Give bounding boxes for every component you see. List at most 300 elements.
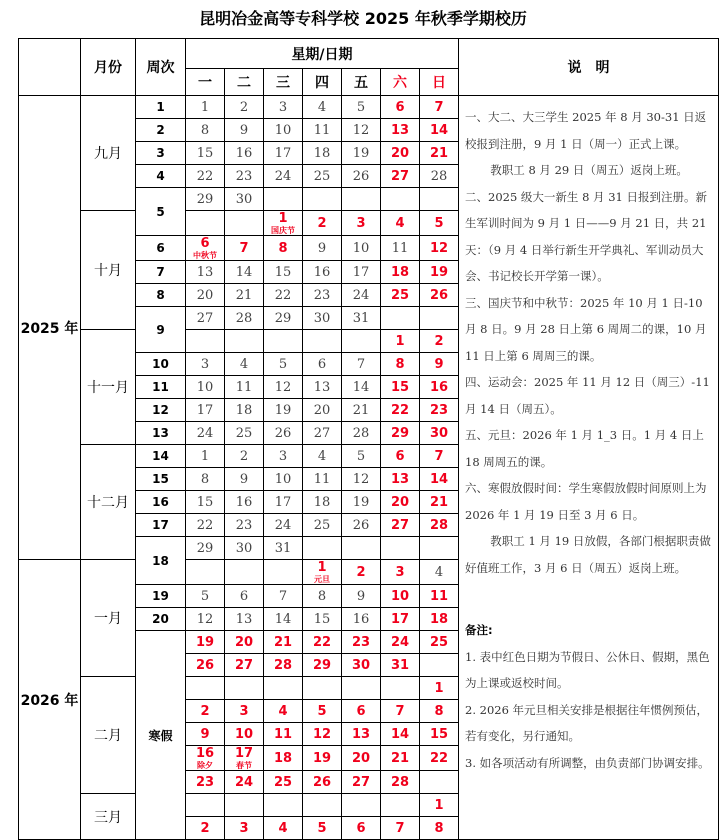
day-number: 6: [395, 99, 405, 115]
remarks-title: 备注:: [465, 623, 493, 637]
day-cell: [303, 119, 342, 142]
day-cell: [420, 723, 459, 746]
notes-paragraph: 三、国庆节和中秋节：2025 年 10 月 1 日-10 月 8 日。9 月 28 日上第 6 周周二的课，10 月 11 日上第 6 周周三的课。: [465, 295, 707, 363]
day-cell: [381, 794, 420, 817]
day-number: 10: [352, 240, 370, 256]
day-cell: [225, 723, 264, 746]
day-cell: [225, 468, 264, 491]
day-cell: [264, 514, 303, 537]
day-cell: [264, 677, 303, 700]
holiday-label: 中秋节: [193, 251, 217, 260]
day-number: 1: [317, 560, 327, 575]
day-number: 13: [390, 471, 410, 487]
day-number: 16: [313, 264, 331, 280]
week-cell: 5: [136, 188, 186, 236]
day-cell: [303, 677, 342, 700]
day-cell: [186, 491, 225, 514]
day-cell: [303, 700, 342, 723]
day-number: 28: [430, 168, 448, 184]
day-cell: [264, 236, 303, 261]
day-cell: [303, 560, 342, 585]
day-cell: [303, 422, 342, 445]
day-cell: [381, 746, 420, 771]
day-cell: [381, 560, 420, 585]
day-cell: [264, 142, 303, 165]
day-cell: [381, 631, 420, 654]
day-number: 18: [390, 264, 410, 280]
day-number: 9: [200, 726, 210, 742]
day-cell: [186, 537, 225, 560]
day-number: 6: [356, 703, 366, 719]
day-cell: [264, 560, 303, 585]
day-cell: [420, 188, 459, 211]
day-number: 15: [274, 264, 292, 280]
day-number: 10: [196, 379, 214, 395]
day-cell: [381, 817, 420, 840]
day-number: 3: [239, 703, 249, 719]
day-number: 12: [352, 471, 370, 487]
day-number: 3: [278, 99, 288, 115]
day-number: 18: [313, 145, 331, 161]
weekday-sun: 日: [420, 69, 459, 96]
day-cell: [420, 376, 459, 399]
day-number: 18: [235, 402, 253, 418]
day-cell: [420, 677, 459, 700]
day-cell: [420, 794, 459, 817]
day-cell: [225, 376, 264, 399]
day-cell: [186, 723, 225, 746]
day-number: 3: [278, 448, 288, 464]
day-cell: [186, 585, 225, 608]
week-header: 周次: [136, 39, 186, 96]
holiday-label: 春节: [236, 761, 252, 770]
day-number: 6: [317, 356, 327, 372]
day-number: 22: [390, 402, 410, 418]
day-cell: [381, 422, 420, 445]
day-cell: [303, 631, 342, 654]
weekday-fri: 五: [342, 69, 381, 96]
day-cell: [420, 165, 459, 188]
day-cell: [420, 514, 459, 537]
day-cell: [381, 165, 420, 188]
day-number: 19: [352, 145, 370, 161]
day-number: 3: [395, 564, 405, 580]
day-number: 7: [395, 820, 405, 836]
notes-paragraph: 四、运动会：2025 年 11 月 12 日（周三）-11 月 14 日（周五）。: [465, 375, 710, 416]
day-number: 15: [196, 494, 214, 510]
day-cell: [342, 422, 381, 445]
week-cell: 17: [136, 514, 186, 537]
notes-header: 说 明: [459, 39, 719, 96]
day-cell: [225, 399, 264, 422]
day-number: 14: [235, 264, 253, 280]
day-number: 5: [317, 703, 327, 719]
day-number: 1: [434, 797, 444, 813]
day-number: 23: [351, 634, 371, 650]
day-number: 20: [313, 402, 331, 418]
week-cell: 14: [136, 445, 186, 468]
day-number: 1: [395, 333, 405, 349]
day-cell: [381, 654, 420, 677]
day-cell: [342, 188, 381, 211]
day-cell: [381, 700, 420, 723]
day-number: 12: [312, 726, 332, 742]
day-cell: [225, 654, 264, 677]
day-cell: [186, 746, 225, 771]
week-cell: 18: [136, 537, 186, 585]
day-number: 25: [429, 634, 449, 650]
day-number: 12: [196, 611, 214, 627]
day-cell: [225, 422, 264, 445]
week-cell: 13: [136, 422, 186, 445]
day-cell: [264, 165, 303, 188]
day-cell: [303, 537, 342, 560]
day-cell: [264, 353, 303, 376]
day-number: 15: [196, 145, 214, 161]
day-number: 20: [390, 494, 410, 510]
day-cell: [186, 677, 225, 700]
day-number: 21: [352, 402, 370, 418]
day-number: 17: [274, 494, 292, 510]
day-number: 11: [273, 726, 293, 742]
notes-paragraph: 五、元旦：2026 年 1 月 1_3 日。1 月 4 日上 18 周周五的课。: [465, 428, 704, 469]
day-number: 30: [313, 310, 331, 326]
day-number: 30: [235, 540, 253, 556]
day-number: 12: [274, 379, 292, 395]
day-number: 21: [273, 634, 293, 650]
month-cell: 三月: [81, 794, 136, 840]
day-cell: [420, 491, 459, 514]
day-cell: [264, 771, 303, 794]
day-cell: [420, 654, 459, 677]
day-cell: [342, 96, 381, 119]
day-number: 15: [390, 379, 410, 395]
day-number: 22: [429, 750, 449, 766]
day-number: 27: [390, 517, 410, 533]
day-number: 10: [234, 726, 254, 742]
day-number: 13: [196, 264, 214, 280]
remark-item: 3. 如各项活动有所调整，由负责部门协调安排。: [465, 755, 710, 770]
day-number: 31: [390, 657, 410, 673]
day-number: 7: [356, 356, 366, 372]
day-number: 11: [235, 379, 253, 395]
day-cell: [342, 700, 381, 723]
day-cell: [303, 261, 342, 284]
day-cell: [342, 677, 381, 700]
day-cell: [381, 468, 420, 491]
notes-paragraph: 六、寒假放假时间：学生寒假放假时间原则上为 2026 年 1 月 19 日至 3 月 6 日。: [465, 481, 707, 522]
day-number: 11: [391, 240, 409, 256]
day-cell: [225, 307, 264, 330]
day-number: 8: [434, 703, 444, 719]
day-number: 28: [352, 425, 370, 441]
day-number: 27: [390, 168, 410, 184]
day-number: 23: [235, 517, 253, 533]
day-cell: [420, 119, 459, 142]
day-cell: [420, 445, 459, 468]
day-cell: [342, 376, 381, 399]
weekday-tue: 二: [225, 69, 264, 96]
day-number: 13: [390, 122, 410, 138]
day-number: 12: [429, 240, 449, 256]
day-cell: [225, 261, 264, 284]
day-number: 15: [313, 611, 331, 627]
day-cell: [225, 142, 264, 165]
day-cell: [342, 399, 381, 422]
day-cell: [303, 445, 342, 468]
day-number: 22: [196, 168, 214, 184]
day-cell: [303, 491, 342, 514]
day-number: 1: [434, 680, 444, 696]
day-number: 28: [390, 774, 410, 790]
day-number: 7: [395, 703, 405, 719]
day-number: 4: [395, 215, 405, 231]
day-number: 16: [235, 494, 253, 510]
day-cell: [186, 119, 225, 142]
day-cell: [303, 514, 342, 537]
day-number: 22: [196, 517, 214, 533]
day-number: 10: [274, 122, 292, 138]
day-number: 29: [274, 310, 292, 326]
day-number: 26: [429, 287, 449, 303]
day-number: 2: [239, 448, 249, 464]
day-number: 6: [200, 236, 210, 251]
week-cell: 10: [136, 353, 186, 376]
day-number: 14: [352, 379, 370, 395]
day-number: 1: [200, 448, 210, 464]
day-cell: [225, 330, 264, 353]
week-cell: 2: [136, 119, 186, 142]
day-cell: [420, 560, 459, 585]
day-number: 11: [429, 588, 449, 604]
day-cell: [381, 677, 420, 700]
day-cell: [303, 307, 342, 330]
day-cell: [186, 771, 225, 794]
day-number: 21: [429, 145, 449, 161]
day-cell: [303, 794, 342, 817]
day-cell: [264, 468, 303, 491]
holiday-label: 除夕: [197, 761, 213, 770]
day-number: 20: [390, 145, 410, 161]
week-cell: 9: [136, 307, 186, 353]
day-cell: [420, 236, 459, 261]
day-cell: [186, 445, 225, 468]
day-number: 14: [390, 726, 410, 742]
day-number: 8: [278, 240, 288, 256]
day-cell: [225, 119, 264, 142]
day-cell: [420, 608, 459, 631]
day-number: 28: [429, 517, 449, 533]
day-cell: [342, 491, 381, 514]
day-cell: [186, 96, 225, 119]
day-number: 29: [196, 540, 214, 556]
remark-item: 1. 表中红色日期为节假日、公休日、假期，黑色为上课或返校时间。: [465, 649, 710, 690]
day-cell: [342, 723, 381, 746]
day-number: 26: [195, 657, 215, 673]
day-cell: [303, 817, 342, 840]
day-number: 2: [434, 333, 444, 349]
day-cell: [303, 585, 342, 608]
day-number: 7: [239, 240, 249, 256]
day-cell: [186, 211, 225, 236]
day-cell: [303, 284, 342, 307]
day-cell: [342, 585, 381, 608]
day-number: 16: [429, 379, 449, 395]
day-number: 2: [239, 99, 249, 115]
day-number: 24: [196, 425, 214, 441]
day-cell: [264, 261, 303, 284]
day-number: 31: [352, 310, 370, 326]
day-cell: [381, 188, 420, 211]
day-cell: [342, 353, 381, 376]
day-number: 17: [352, 264, 370, 280]
day-number: 11: [313, 122, 331, 138]
day-cell: [264, 211, 303, 236]
day-cell: [186, 142, 225, 165]
day-cell: [381, 142, 420, 165]
day-cell: [264, 491, 303, 514]
month-header: 月份: [81, 39, 136, 96]
day-number: 28: [273, 657, 293, 673]
day-cell: [342, 119, 381, 142]
day-number: 25: [390, 287, 410, 303]
day-number: 4: [278, 820, 288, 836]
day-number: 17: [390, 611, 410, 627]
day-number: 19: [195, 634, 215, 650]
day-number: 13: [313, 379, 331, 395]
day-number: 24: [274, 517, 292, 533]
day-number: 1: [200, 99, 210, 115]
day-cell: [264, 96, 303, 119]
day-cell: [225, 537, 264, 560]
day-number: 8: [200, 122, 210, 138]
day-cell: [225, 585, 264, 608]
week-cell: 寒假: [136, 631, 186, 840]
notes-paragraph: 二、2025 级大一新生 8 月 31 日报到注册。新生军训时间为 9 月 1 日——9 月 21 日，共 21 天：（9 月 4 日举行新生开学典礼、军训动员大会、书记校长开学第一课）。: [465, 189, 707, 283]
month-cell: 十一月: [81, 330, 136, 445]
day-cell: [342, 537, 381, 560]
day-cell: [225, 284, 264, 307]
day-number: 29: [312, 657, 332, 673]
day-cell: [420, 700, 459, 723]
day-cell: [381, 491, 420, 514]
day-number: 6: [239, 588, 249, 604]
day-number: 11: [313, 471, 331, 487]
day-cell: [342, 817, 381, 840]
week-cell: 19: [136, 585, 186, 608]
day-cell: [303, 142, 342, 165]
weekday-date-header: 星期/日期: [186, 39, 459, 69]
day-cell: [303, 188, 342, 211]
calendar-row: [19, 96, 719, 119]
day-cell: [420, 399, 459, 422]
day-number: 10: [274, 471, 292, 487]
day-number: 5: [356, 448, 366, 464]
day-cell: [381, 330, 420, 353]
day-number: 14: [429, 122, 449, 138]
day-number: 2: [317, 215, 327, 231]
day-number: 2: [356, 564, 366, 580]
day-cell: [342, 560, 381, 585]
day-cell: [225, 96, 264, 119]
remark-item: 2. 2026 年元旦相关安排是根据往年惯例预估，若有变化，另行通知。: [465, 702, 709, 743]
day-cell: [303, 771, 342, 794]
day-cell: [342, 654, 381, 677]
day-number: 4: [239, 356, 249, 372]
day-number: 13: [351, 726, 371, 742]
day-cell: [420, 330, 459, 353]
day-cell: [264, 700, 303, 723]
day-number: 16: [195, 746, 215, 761]
day-number: 19: [352, 494, 370, 510]
day-number: 3: [239, 820, 249, 836]
day-number: 4: [317, 99, 327, 115]
day-cell: [186, 307, 225, 330]
day-cell: [186, 165, 225, 188]
day-number: 21: [235, 287, 253, 303]
week-cell: 8: [136, 284, 186, 307]
day-cell: [381, 307, 420, 330]
day-number: 17: [196, 402, 214, 418]
day-cell: [303, 376, 342, 399]
day-number: 24: [352, 287, 370, 303]
day-cell: [264, 445, 303, 468]
day-cell: [381, 211, 420, 236]
month-cell: 二月: [81, 677, 136, 794]
day-cell: [303, 468, 342, 491]
weekday-sat: 六: [381, 69, 420, 96]
day-number: 10: [390, 588, 410, 604]
day-cell: [225, 491, 264, 514]
day-number: 28: [235, 310, 253, 326]
day-cell: [381, 608, 420, 631]
day-cell: [264, 608, 303, 631]
day-cell: [225, 188, 264, 211]
day-cell: [303, 211, 342, 236]
day-cell: [342, 608, 381, 631]
day-cell: [303, 608, 342, 631]
day-cell: [303, 165, 342, 188]
day-number: 19: [312, 750, 332, 766]
week-cell: 4: [136, 165, 186, 188]
day-cell: [225, 700, 264, 723]
calendar-table: [18, 38, 719, 840]
day-cell: [264, 654, 303, 677]
day-cell: [225, 353, 264, 376]
day-number: 8: [200, 471, 210, 487]
day-cell: [264, 631, 303, 654]
day-number: 17: [274, 145, 292, 161]
day-cell: [381, 119, 420, 142]
day-cell: [381, 514, 420, 537]
day-number: 21: [429, 494, 449, 510]
day-cell: [225, 211, 264, 236]
day-number: 27: [196, 310, 214, 326]
day-cell: [303, 399, 342, 422]
day-cell: [381, 723, 420, 746]
day-cell: [225, 794, 264, 817]
day-cell: [381, 376, 420, 399]
day-cell: [420, 422, 459, 445]
day-number: 22: [312, 634, 332, 650]
day-number: 24: [274, 168, 292, 184]
day-number: 23: [429, 402, 449, 418]
day-cell: [420, 631, 459, 654]
day-number: 20: [234, 634, 254, 650]
day-cell: [264, 119, 303, 142]
notes-paragraph: 教职工 8 月 29 日（周五）返岗上班。: [490, 163, 688, 177]
day-cell: [225, 165, 264, 188]
